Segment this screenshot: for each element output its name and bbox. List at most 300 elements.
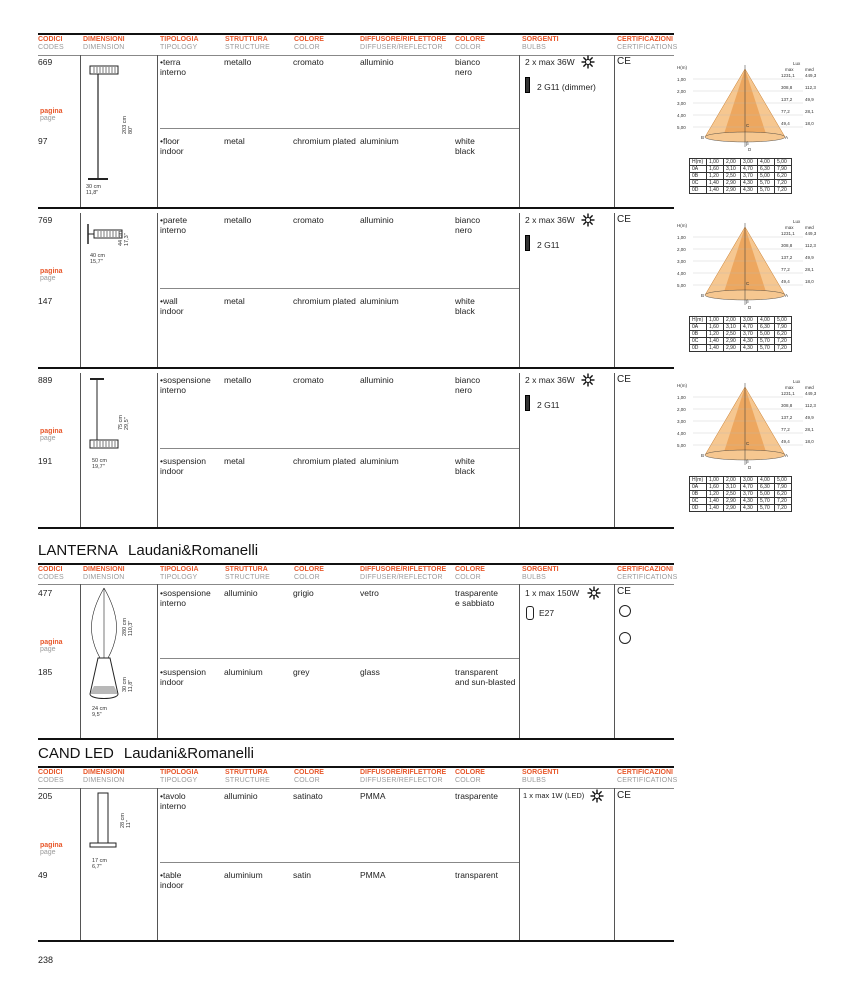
lux-max: 77,2 <box>781 267 790 272</box>
divider <box>38 33 674 35</box>
light-cone-chart <box>675 215 825 305</box>
point-label-d: D <box>748 305 752 310</box>
photometric-table-cell: 7,20 <box>775 187 792 194</box>
photometric-table-cell: 6,20 <box>775 331 792 338</box>
column-divider <box>614 788 615 940</box>
column-header-translation: STRUCTURE <box>225 44 270 51</box>
point-label-a: A <box>785 293 789 298</box>
photometric-table-cell: 2,90 <box>724 187 741 194</box>
certification-ce: CE <box>617 790 631 801</box>
column-header-translation: BULBS <box>522 574 546 581</box>
photometric-table-cell: 1,20 <box>707 331 724 338</box>
photometric-table-cell: 0C <box>690 338 707 345</box>
divider <box>38 788 674 789</box>
lux-label: Lux <box>793 379 801 384</box>
photometric-table-cell: 5,70 <box>758 180 775 187</box>
height-level: 3,00 <box>677 259 686 264</box>
column-header-label: DIFFUSORE/RIFLETTORE <box>360 566 447 573</box>
it-col2-cell: bianco nero <box>455 215 481 235</box>
photometric-table-cell: 2,00 <box>724 159 741 166</box>
bulb-wattage: 2 x max 36W <box>525 57 575 67</box>
bulb-wattage: 1 x max 150W <box>525 588 580 598</box>
column-divider <box>80 788 81 940</box>
photometric-table-cell: 7,20 <box>775 180 792 187</box>
certification-ce: CE <box>617 374 631 385</box>
divider <box>38 207 674 209</box>
photometric-table-cell: 0B <box>690 331 707 338</box>
point-label-b: B <box>701 135 705 140</box>
photometric-table-cell: H(m) <box>690 477 707 484</box>
height-level: 1,00 <box>677 235 686 240</box>
width-dimension: 24 cm 9,5" <box>92 706 107 718</box>
lux-max: 1231,1 <box>781 73 795 78</box>
column-header-label: COLORE <box>294 36 324 43</box>
photometric-table-row <box>690 338 792 345</box>
lux-med: 449,3 <box>805 73 817 78</box>
column-header-translation: STRUCTURE <box>225 574 270 581</box>
column-header-label: COLORE <box>294 769 324 776</box>
height-dimension: 203 cm 80" <box>122 115 134 134</box>
column-divider <box>80 584 81 738</box>
height-level: 4,00 <box>677 431 686 436</box>
angle-label: β <box>746 141 749 146</box>
photometric-table-cell: 1,20 <box>707 173 724 180</box>
photometric-table-cell: 2,90 <box>724 180 741 187</box>
height-level: 2,00 <box>677 407 686 412</box>
photometric-table-cell: 2,90 <box>724 338 741 345</box>
photometric-table-cell: 1,60 <box>707 166 724 173</box>
pagina-label <box>40 268 63 282</box>
fluorescent-tube-icon <box>525 235 530 251</box>
en-str-cell: aluminium <box>224 870 263 880</box>
lux-med: 18,0 <box>805 121 814 126</box>
product-name: CAND LED <box>38 745 114 762</box>
pagina-label <box>40 108 63 122</box>
photometric-table-cell: 7,20 <box>775 338 792 345</box>
fluorescent-tube-icon <box>525 77 530 93</box>
column-header-label: CODICI <box>38 769 63 776</box>
photometric-table-cell: 1,40 <box>707 505 724 512</box>
enec-mark-icon <box>619 605 631 617</box>
column-header-label: DIFFUSORE/RIFLETTORE <box>360 769 447 776</box>
point-label-d: D <box>748 465 752 470</box>
class-mark-icon <box>619 632 631 644</box>
height-level: 5,00 <box>677 283 686 288</box>
photometric-table-row <box>690 484 792 491</box>
photometric-table <box>689 158 792 194</box>
column-header-translation: STRUCTURE <box>225 777 270 784</box>
column-header-translation: DIMENSION <box>83 44 125 51</box>
column-header-translation: DIFFUSER/REFLECTOR <box>360 777 443 784</box>
column-divider <box>80 373 81 527</box>
photometric-table-cell: 0A <box>690 166 707 173</box>
divider <box>38 766 674 768</box>
photometric-table-cell: 0A <box>690 324 707 331</box>
column-header-translation: DIFFUSER/REFLECTOR <box>360 44 443 51</box>
it-dif-cell: alluminio <box>360 215 394 225</box>
photometric-table-cell: 4,00 <box>758 159 775 166</box>
column-divider <box>519 584 520 738</box>
lux-med: 112,3 <box>805 403 816 408</box>
bulb-socket: 2 G11 <box>537 400 560 410</box>
width-dimension: 17 cm 6,7" <box>92 858 107 870</box>
product-code: 205 <box>38 791 53 801</box>
photometric-table-cell: 0B <box>690 491 707 498</box>
column-header-translation: CODES <box>38 44 64 51</box>
en-str-cell: metal <box>224 136 245 146</box>
lux-med: 449,3 <box>805 231 817 236</box>
column-header-label: DIMENSIONI <box>83 566 125 573</box>
it-col2-cell: trasparente e sabbiato <box>455 588 498 608</box>
pagina-label <box>40 639 63 653</box>
column-divider <box>157 373 158 527</box>
photometric-table-cell: 1,20 <box>707 491 724 498</box>
height-dimension: 28 cm 11" <box>120 813 132 828</box>
photometric-table-row <box>690 331 792 338</box>
en-col2-cell: white black <box>455 456 475 476</box>
photometric-table-cell: 4,30 <box>741 180 758 187</box>
column-divider <box>80 213 81 367</box>
column-divider <box>157 788 158 940</box>
photometric-table-cell: 7,20 <box>775 498 792 505</box>
divider <box>38 527 674 529</box>
page-reference: 185 <box>38 667 53 677</box>
photometric-table-cell: 3,00 <box>741 317 758 324</box>
en-col-cell: satin <box>293 870 311 880</box>
column-header-label: STRUTTURA <box>225 566 268 573</box>
height-level: 2,00 <box>677 89 686 94</box>
lux-med: 49,9 <box>805 415 814 420</box>
pagina-en: page <box>40 115 56 122</box>
lux-label: Lux <box>793 61 801 66</box>
page-number: 238 <box>38 955 54 965</box>
column-header-label: TIPOLOGIA <box>160 36 199 43</box>
pagina-it: pagina <box>40 268 63 275</box>
section-title <box>38 745 254 762</box>
column-header <box>617 769 695 785</box>
divider <box>38 367 674 369</box>
light-burst-icon <box>590 789 604 803</box>
photometric-table-cell: 1,60 <box>707 484 724 491</box>
photometric-table-cell: 6,20 <box>775 491 792 498</box>
height-level: 5,00 <box>677 125 686 130</box>
height-level: 4,00 <box>677 113 686 118</box>
med-label: med <box>805 225 814 230</box>
photometric-table-cell: 1,00 <box>707 317 724 324</box>
en-str-cell: metal <box>224 456 245 466</box>
it-tip-cell: •terra interno <box>160 57 186 77</box>
light-burst-icon <box>587 586 601 600</box>
en-col-cell: chromium plated <box>293 296 356 306</box>
it-tip-cell: •tavolo interno <box>160 791 186 811</box>
it-str-cell: metallo <box>224 215 252 225</box>
column-divider <box>80 55 81 207</box>
med-label: med <box>805 385 814 390</box>
point-label-c: C <box>746 281 750 286</box>
height-level: 3,00 <box>677 101 686 106</box>
column-header-label: DIMENSIONI <box>83 36 125 43</box>
lux-max: 1231,1 <box>781 391 795 396</box>
height-level: 5,00 <box>677 443 686 448</box>
divider <box>38 55 674 56</box>
it-str-cell: metallo <box>224 375 252 385</box>
photometric-diagram <box>675 215 825 375</box>
lux-max: 308,8 <box>781 85 793 90</box>
lux-med: 28,1 <box>805 267 814 272</box>
h-axis-label: H(m) <box>677 383 687 388</box>
column-header-translation: DIMENSION <box>83 777 125 784</box>
column-header-label: COLORE <box>455 769 485 776</box>
pagina-en: page <box>40 435 56 442</box>
photometric-table-cell: 4,30 <box>741 345 758 352</box>
photometric-table-cell: 5,00 <box>758 331 775 338</box>
lux-med: 112,3 <box>805 243 816 248</box>
height-level: 2,00 <box>677 247 686 252</box>
photometric-table <box>689 316 792 352</box>
cand-led-lamp-drawing <box>88 791 118 853</box>
column-header-translation: DIMENSION <box>83 574 125 581</box>
bulb-wattage: 1 x max 1W (LED) <box>523 791 585 800</box>
column-header-label: COLORE <box>455 566 485 573</box>
point-label-c: C <box>746 123 750 128</box>
light-cone-chart <box>675 375 825 465</box>
photometric-diagram <box>675 57 825 217</box>
h-axis-label: H(m) <box>677 65 687 70</box>
column-header-translation: DIFFUSER/REFLECTOR <box>360 574 443 581</box>
en-tip-cell: •suspension indoor <box>160 456 206 476</box>
it-dif-cell: vetro <box>360 588 379 598</box>
column-divider <box>157 55 158 207</box>
pagina-it: pagina <box>40 428 63 435</box>
photometric-table-cell: 3,70 <box>741 491 758 498</box>
column-header-label: CERTIFICAZIONI <box>617 36 673 43</box>
lux-med: 49,9 <box>805 97 814 102</box>
light-burst-icon <box>581 213 595 227</box>
column-header-translation: COLOR <box>294 777 320 784</box>
photometric-table-cell: 1,40 <box>707 187 724 194</box>
photometric-table-cell: 2,50 <box>724 331 741 338</box>
max-label: max <box>785 67 794 72</box>
it-col2-cell: trasparente <box>455 791 498 801</box>
photometric-table-cell: 4,30 <box>741 505 758 512</box>
section-title <box>38 542 258 559</box>
lux-label: Lux <box>793 219 801 224</box>
photometric-table-cell: 1,40 <box>707 338 724 345</box>
it-str-cell: alluminio <box>224 791 258 801</box>
photometric-table-cell: 2,00 <box>724 317 741 324</box>
column-header-label: CODICI <box>38 36 63 43</box>
en-tip-cell: •suspension indoor <box>160 667 206 687</box>
column-header-label: TIPOLOGIA <box>160 566 199 573</box>
lux-max: 77,2 <box>781 109 790 114</box>
divider <box>38 940 674 942</box>
photometric-table-row <box>690 491 792 498</box>
column-header-translation: TIPOLOGY <box>160 574 198 581</box>
photometric-table-cell: 3,10 <box>724 166 741 173</box>
point-label-b: B <box>701 293 705 298</box>
photometric-table-cell: 4,00 <box>758 477 775 484</box>
photometric-table-cell: 0C <box>690 180 707 187</box>
page-reference: 49 <box>38 870 48 880</box>
column-header-translation: CODES <box>38 777 64 784</box>
photometric-table-row <box>690 173 792 180</box>
photometric-table-cell: 0B <box>690 173 707 180</box>
column-header-translation: CERTIFICATIONS <box>617 777 678 784</box>
floor-lamp-drawing <box>86 62 126 182</box>
column-divider <box>614 584 615 738</box>
en-str-cell: metal <box>224 296 245 306</box>
photometric-table-cell: 5,00 <box>775 317 792 324</box>
en-tip-cell: •table indoor <box>160 870 184 890</box>
photometric-table-row <box>690 505 792 512</box>
pagina-it: pagina <box>40 842 63 849</box>
photometric-table-cell: 1,60 <box>707 324 724 331</box>
en-dif-cell: aluminium <box>360 296 399 306</box>
column-header-translation: CERTIFICATIONS <box>617 574 678 581</box>
width-dimension: 30 cm 11,8" <box>86 184 101 196</box>
width-dimension: 50 cm 19,7" <box>92 458 107 470</box>
height-level: 1,00 <box>677 77 686 82</box>
bulb-socket: E27 <box>539 608 555 618</box>
column-header-label: CERTIFICAZIONI <box>617 566 673 573</box>
pagina-it: pagina <box>40 639 63 646</box>
lux-med: 449,3 <box>805 391 817 396</box>
column-divider <box>157 213 158 367</box>
bulb-wattage: 2 x max 36W <box>525 375 575 385</box>
point-label-b: B <box>701 453 705 458</box>
photometric-table-cell: 4,70 <box>741 324 758 331</box>
it-tip-cell: •sospensione interno <box>160 588 211 608</box>
it-dif-cell: alluminio <box>360 375 394 385</box>
en-col2-cell: transparent and sun-blasted <box>455 667 516 687</box>
product-name: LANTERNA <box>38 542 119 559</box>
photometric-table-cell: 4,30 <box>741 187 758 194</box>
column-header-translation: COLOR <box>294 44 320 51</box>
en-dif-cell: PMMA <box>360 870 386 880</box>
it-col-cell: cromato <box>293 215 324 225</box>
certification-ce: CE <box>617 214 631 225</box>
certification-ce: CE <box>617 586 631 597</box>
photometric-table-row <box>690 180 792 187</box>
column-header <box>617 566 695 582</box>
lux-max: 77,2 <box>781 427 790 432</box>
photometric-table-row <box>690 159 792 166</box>
med-label: med <box>805 67 814 72</box>
photometric-table-cell: 5,00 <box>758 173 775 180</box>
en-str-cell: aluminium <box>224 667 263 677</box>
lux-med: 28,1 <box>805 427 814 432</box>
lux-med: 112,3 <box>805 85 816 90</box>
photometric-table-row <box>690 187 792 194</box>
column-header-translation: TIPOLOGY <box>160 777 198 784</box>
en-col2-cell: white black <box>455 136 475 156</box>
column-header-translation: COLOR <box>455 44 481 51</box>
photometric-table-cell: 5,70 <box>758 187 775 194</box>
point-label-d: D <box>748 147 752 152</box>
page-reference: 97 <box>38 136 48 146</box>
light-cone-chart <box>675 57 825 147</box>
pagina-en: page <box>40 646 56 653</box>
photometric-table-cell: 7,20 <box>775 345 792 352</box>
column-divider <box>519 213 520 367</box>
photometric-table-row <box>690 324 792 331</box>
column-header-label: SORGENTI <box>522 769 559 776</box>
column-divider <box>519 788 520 940</box>
column-header-label: STRUTTURA <box>225 36 268 43</box>
height-level: 1,00 <box>677 395 686 400</box>
pagina-en: page <box>40 849 56 856</box>
column-header-translation: BULBS <box>522 44 546 51</box>
column-header-label: TIPOLOGIA <box>160 769 199 776</box>
column-divider <box>519 55 520 207</box>
photometric-table-cell: 1,00 <box>707 477 724 484</box>
divider <box>160 448 519 449</box>
photometric-table-cell: 0D <box>690 187 707 194</box>
photometric-table-cell: 5,00 <box>775 159 792 166</box>
lux-med: 18,0 <box>805 439 814 444</box>
column-header-label: STRUTTURA <box>225 769 268 776</box>
photometric-table-cell: 1,40 <box>707 345 724 352</box>
photometric-table-cell: 1,40 <box>707 498 724 505</box>
photometric-table-cell: 0D <box>690 345 707 352</box>
en-col2-cell: white black <box>455 296 475 316</box>
divider <box>160 288 519 289</box>
divider <box>38 738 674 740</box>
fluorescent-tube-icon <box>525 395 530 411</box>
column-header <box>617 36 695 52</box>
column-header-label: CODICI <box>38 566 63 573</box>
column-divider <box>519 373 520 527</box>
en-dif-cell: aluminium <box>360 136 399 146</box>
it-col-cell: satinato <box>293 791 323 801</box>
lanterna-lamp-drawing <box>84 586 124 711</box>
photometric-table-cell: 3,70 <box>741 331 758 338</box>
en-col2-cell: transparent <box>455 870 498 880</box>
height-dimension: 280 cm 110,3" <box>122 617 134 636</box>
it-dif-cell: alluminio <box>360 57 394 67</box>
column-divider <box>614 55 615 207</box>
photometric-table-cell: 2,00 <box>724 477 741 484</box>
divider <box>38 584 674 585</box>
en-tip-cell: •wall indoor <box>160 296 184 316</box>
it-col-cell: cromato <box>293 375 324 385</box>
photometric-table-cell: 4,00 <box>758 317 775 324</box>
page-reference: 191 <box>38 456 53 466</box>
product-code: 769 <box>38 215 53 225</box>
photometric-table-cell: 5,70 <box>758 338 775 345</box>
photometric-table-row <box>690 345 792 352</box>
photometric-table <box>689 476 792 512</box>
photometric-table-cell: 6,30 <box>758 324 775 331</box>
column-header-translation: COLOR <box>455 574 481 581</box>
bulb-socket: 2 G11 (dimmer) <box>537 82 596 92</box>
lux-max: 308,8 <box>781 243 793 248</box>
photometric-table-cell: 4,70 <box>741 166 758 173</box>
it-tip-cell: •sospensione interno <box>160 375 211 395</box>
photometric-table-cell: 6,30 <box>758 166 775 173</box>
it-str-cell: alluminio <box>224 588 258 598</box>
photometric-table-cell: 6,20 <box>775 173 792 180</box>
photometric-table-cell: 7,90 <box>775 324 792 331</box>
photometric-table-cell: 5,70 <box>758 505 775 512</box>
lux-med: 28,1 <box>805 109 814 114</box>
it-str-cell: metallo <box>224 57 252 67</box>
column-header-label: DIMENSIONI <box>83 769 125 776</box>
it-tip-cell: •parete interno <box>160 215 188 235</box>
incandescent-bulb-icon <box>526 606 534 620</box>
page-reference: 147 <box>38 296 53 306</box>
photometric-table-cell: 4,30 <box>741 338 758 345</box>
